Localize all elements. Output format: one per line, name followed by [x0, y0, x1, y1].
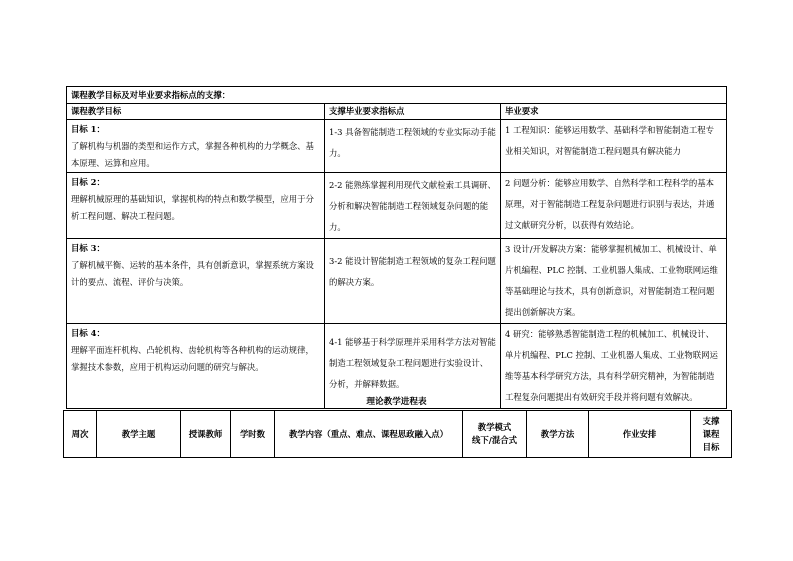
header-homework: 作业安排	[589, 411, 691, 458]
header-week: 周次	[64, 411, 97, 458]
indicator-cell	[325, 120, 501, 173]
header-hours: 学时数	[231, 411, 275, 458]
goals-table-title: 课程教学目标及对毕业要求指标点的支撑：	[67, 87, 727, 104]
goal-label: 目标 1：	[71, 124, 105, 134]
schedule-title: 理论教学进程表	[366, 397, 427, 407]
header-requirement: 毕业要求	[501, 104, 727, 120]
table-row	[67, 120, 727, 173]
requirement-cell	[501, 239, 727, 324]
goal-label: 目标 4：	[71, 328, 105, 338]
goal-cell	[67, 120, 325, 173]
header-mode-line2: 线下/混合式	[472, 435, 517, 445]
header-teacher: 授课教师	[181, 411, 231, 458]
header-indicator: 支撑毕业要求指标点	[325, 104, 501, 120]
header-content: 教学内容（重点、难点、课程思政融入点）	[275, 411, 463, 458]
header-mode	[463, 411, 527, 458]
requirement-cell	[501, 120, 727, 173]
indicator-text: 4-1 能够基于科学原理并采用科学方法对智能制造工程领域复杂工程问题进行实验设计、分析，并解释数据。	[329, 337, 496, 389]
indicator-cell	[325, 173, 501, 239]
indicator-text: 3-2 能设计智能制造工程领域的复杂工程问题的解决方案。	[329, 256, 496, 287]
header-support-line1: 支撑	[702, 415, 720, 426]
goals-table	[66, 86, 727, 409]
header-goal: 课程教学目标	[67, 104, 325, 120]
header-mode-line1: 教学模式	[477, 422, 512, 432]
goal-label: 目标 3：	[71, 243, 105, 253]
header-support	[691, 411, 732, 458]
indicator-text: 2-2 能熟练掌握利用现代文献检索工具调研、分析和解决智能制造工程领域复杂问题的能力。	[329, 180, 496, 232]
requirement-text: 3 设计/开发解决方案：能够掌握机械加工、机械设计、单片机编程、PLC 控制、工业机器人集成、工业物联网运维等基础理论与技术，具有创新意识，对智能制造工程问题提出创新解决方案。	[505, 244, 718, 317]
goal-text: 理解机械原理的基础知识，掌握机构的特点和数学模型，应用于分析工程问题、解决工程问题。	[71, 194, 314, 221]
requirement-text: 2 问题分析：能够应用数学、自然科学和工程科学的基本原理，对于智能制造工程复杂问题进行识别与表达，并通过文献研究分析，以获得有效结论。	[505, 178, 715, 230]
indicator-cell	[325, 239, 501, 324]
schedule-header-row	[64, 411, 732, 458]
header-support-line3: 目标	[702, 441, 720, 452]
table-row	[67, 239, 727, 324]
header-topic: 教学主题	[97, 411, 181, 458]
goal-cell	[67, 173, 325, 239]
schedule-table	[63, 410, 732, 458]
header-support-line2: 课程	[702, 428, 720, 439]
header-method: 教学方法	[527, 411, 589, 458]
goal-text: 了解机械平衡、运转的基本条件，具有创新意识，掌握系统方案设计的要点、流程、评价与决策。	[71, 260, 314, 287]
indicator-text: 1-3 具备智能制造工程领域的专业实际动手能力。	[329, 127, 496, 158]
goal-text: 了解机构与机器的类型和运作方式，掌握各种机构的力学概念、基本原理、运算和应用。	[71, 141, 314, 168]
requirement-cell	[501, 173, 727, 239]
goal-label: 目标 2：	[71, 177, 105, 187]
table-row	[67, 173, 727, 239]
goal-text: 理解平面连杆机构、凸轮机构、齿轮机构等各种机构的运动规律，掌握技术参数，应用于机构运动问题的研究与解决。	[71, 345, 314, 372]
goal-cell	[67, 239, 325, 324]
requirement-text: 4 研究：能够熟悉智能制造工程的机械加工、机械设计、单片机编程、PLC 控制、工业机器人集成、工业物联网运维等基本科学研究方法，具有科学研究精神，为智能制造工程复杂问题提出有效研究手段并将问题有效解决。	[505, 329, 718, 402]
requirement-text: 1 工程知识：能够运用数学、基础科学和智能制造工程专业相关知识，对智能制造工程问题具有解决能力	[505, 125, 714, 156]
